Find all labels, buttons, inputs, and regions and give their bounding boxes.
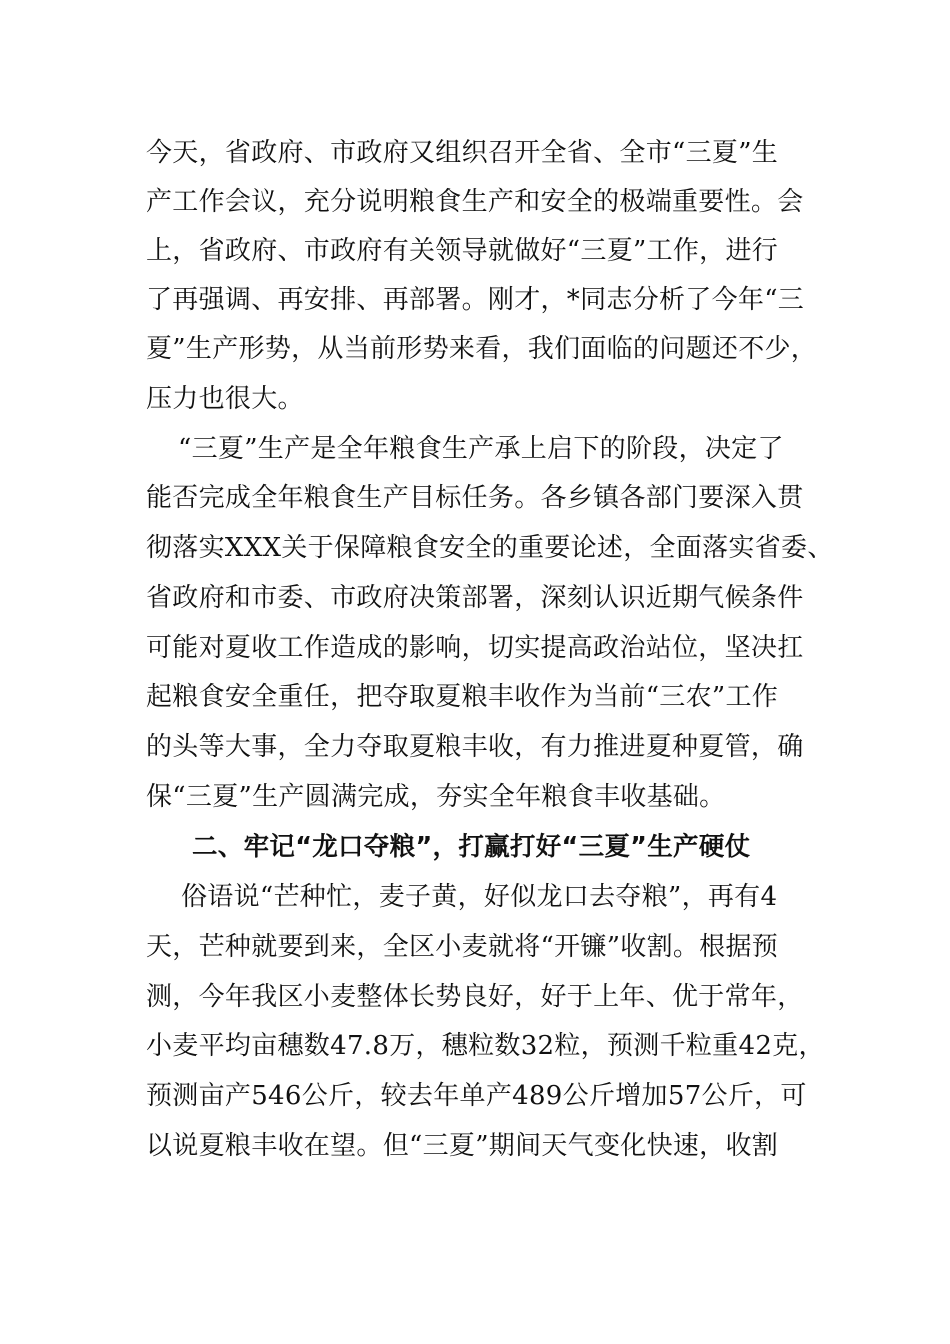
paragraph-2-line-3: 彻落实XXX关于保障粮食安全的重要论述，全面落实省委、 xyxy=(146,533,834,563)
paragraph-2-line-5: 可能对夏收工作造成的影响，切实提高政治站位，坚决扛 xyxy=(146,633,804,663)
paragraph-1-line-1: 今天，省政府、市政府又组织召开全省、全市“三夏”生 xyxy=(146,138,779,168)
paragraph-1-line-3: 上，省政府、市政府有关领导就做好“三夏”工作，进行 xyxy=(146,236,779,266)
paragraph-3-line-3: 测，今年我区小麦整体长势良好，好于上年、优于常年， xyxy=(146,982,804,1012)
paragraph-2-line-1: “三夏”生产是全年粮食生产承上启下的阶段，决定了 xyxy=(178,434,784,464)
paragraph-3-line-5: 预测亩产546公斤，较去年单产489公斤增加57公斤，可 xyxy=(146,1081,807,1111)
paragraph-3-line-4: 小麦平均亩穗数47.8万，穗粒数32粒，预测千粒重42克， xyxy=(146,1031,825,1061)
paragraph-3-line-2: 天，芒种就要到来，全区小麦就将“开镰”收割。根据预 xyxy=(146,932,779,962)
paragraph-2-line-2: 能否完成全年粮食生产目标任务。各乡镇各部门要深入贯 xyxy=(146,483,804,513)
paragraph-1-line-6: 压力也很大。 xyxy=(146,384,304,414)
paragraph-1-line-2: 产工作会议，充分说明粮食生产和安全的极端重要性。会 xyxy=(146,187,804,217)
paragraph-2-line-8: 保“三夏”生产圆满完成，夯实全年粮食丰收基础。 xyxy=(146,782,726,812)
paragraph-3-line-1: 俗语说“芒种忙，麦子黄，好似龙口去夺粮”，再有4 xyxy=(181,882,778,912)
paragraph-1-line-4: 了再强调、再安排、再部署。刚才，*同志分析了今年“三 xyxy=(146,285,805,315)
section-heading: 二、牢记“龙口夺粮”，打赢打好“三夏”生产硬仗 xyxy=(192,832,751,862)
paragraph-2-line-6: 起粮食安全重任，把夺取夏粮丰收作为当前“三农”工作 xyxy=(146,682,779,712)
paragraph-1-line-5: 夏”生产形势，从当前形势来看，我们面临的问题还不少， xyxy=(146,334,818,364)
paragraph-2-line-4: 省政府和市委、市政府决策部署，深刻认识近期气候条件 xyxy=(146,583,804,613)
paragraph-3-line-6: 以说夏粮丰收在望。但“三夏”期间天气变化快速，收割 xyxy=(146,1131,779,1161)
paragraph-2-line-7: 的头等大事，全力夺取夏粮丰收，有力推进夏种夏管，确 xyxy=(146,732,804,762)
